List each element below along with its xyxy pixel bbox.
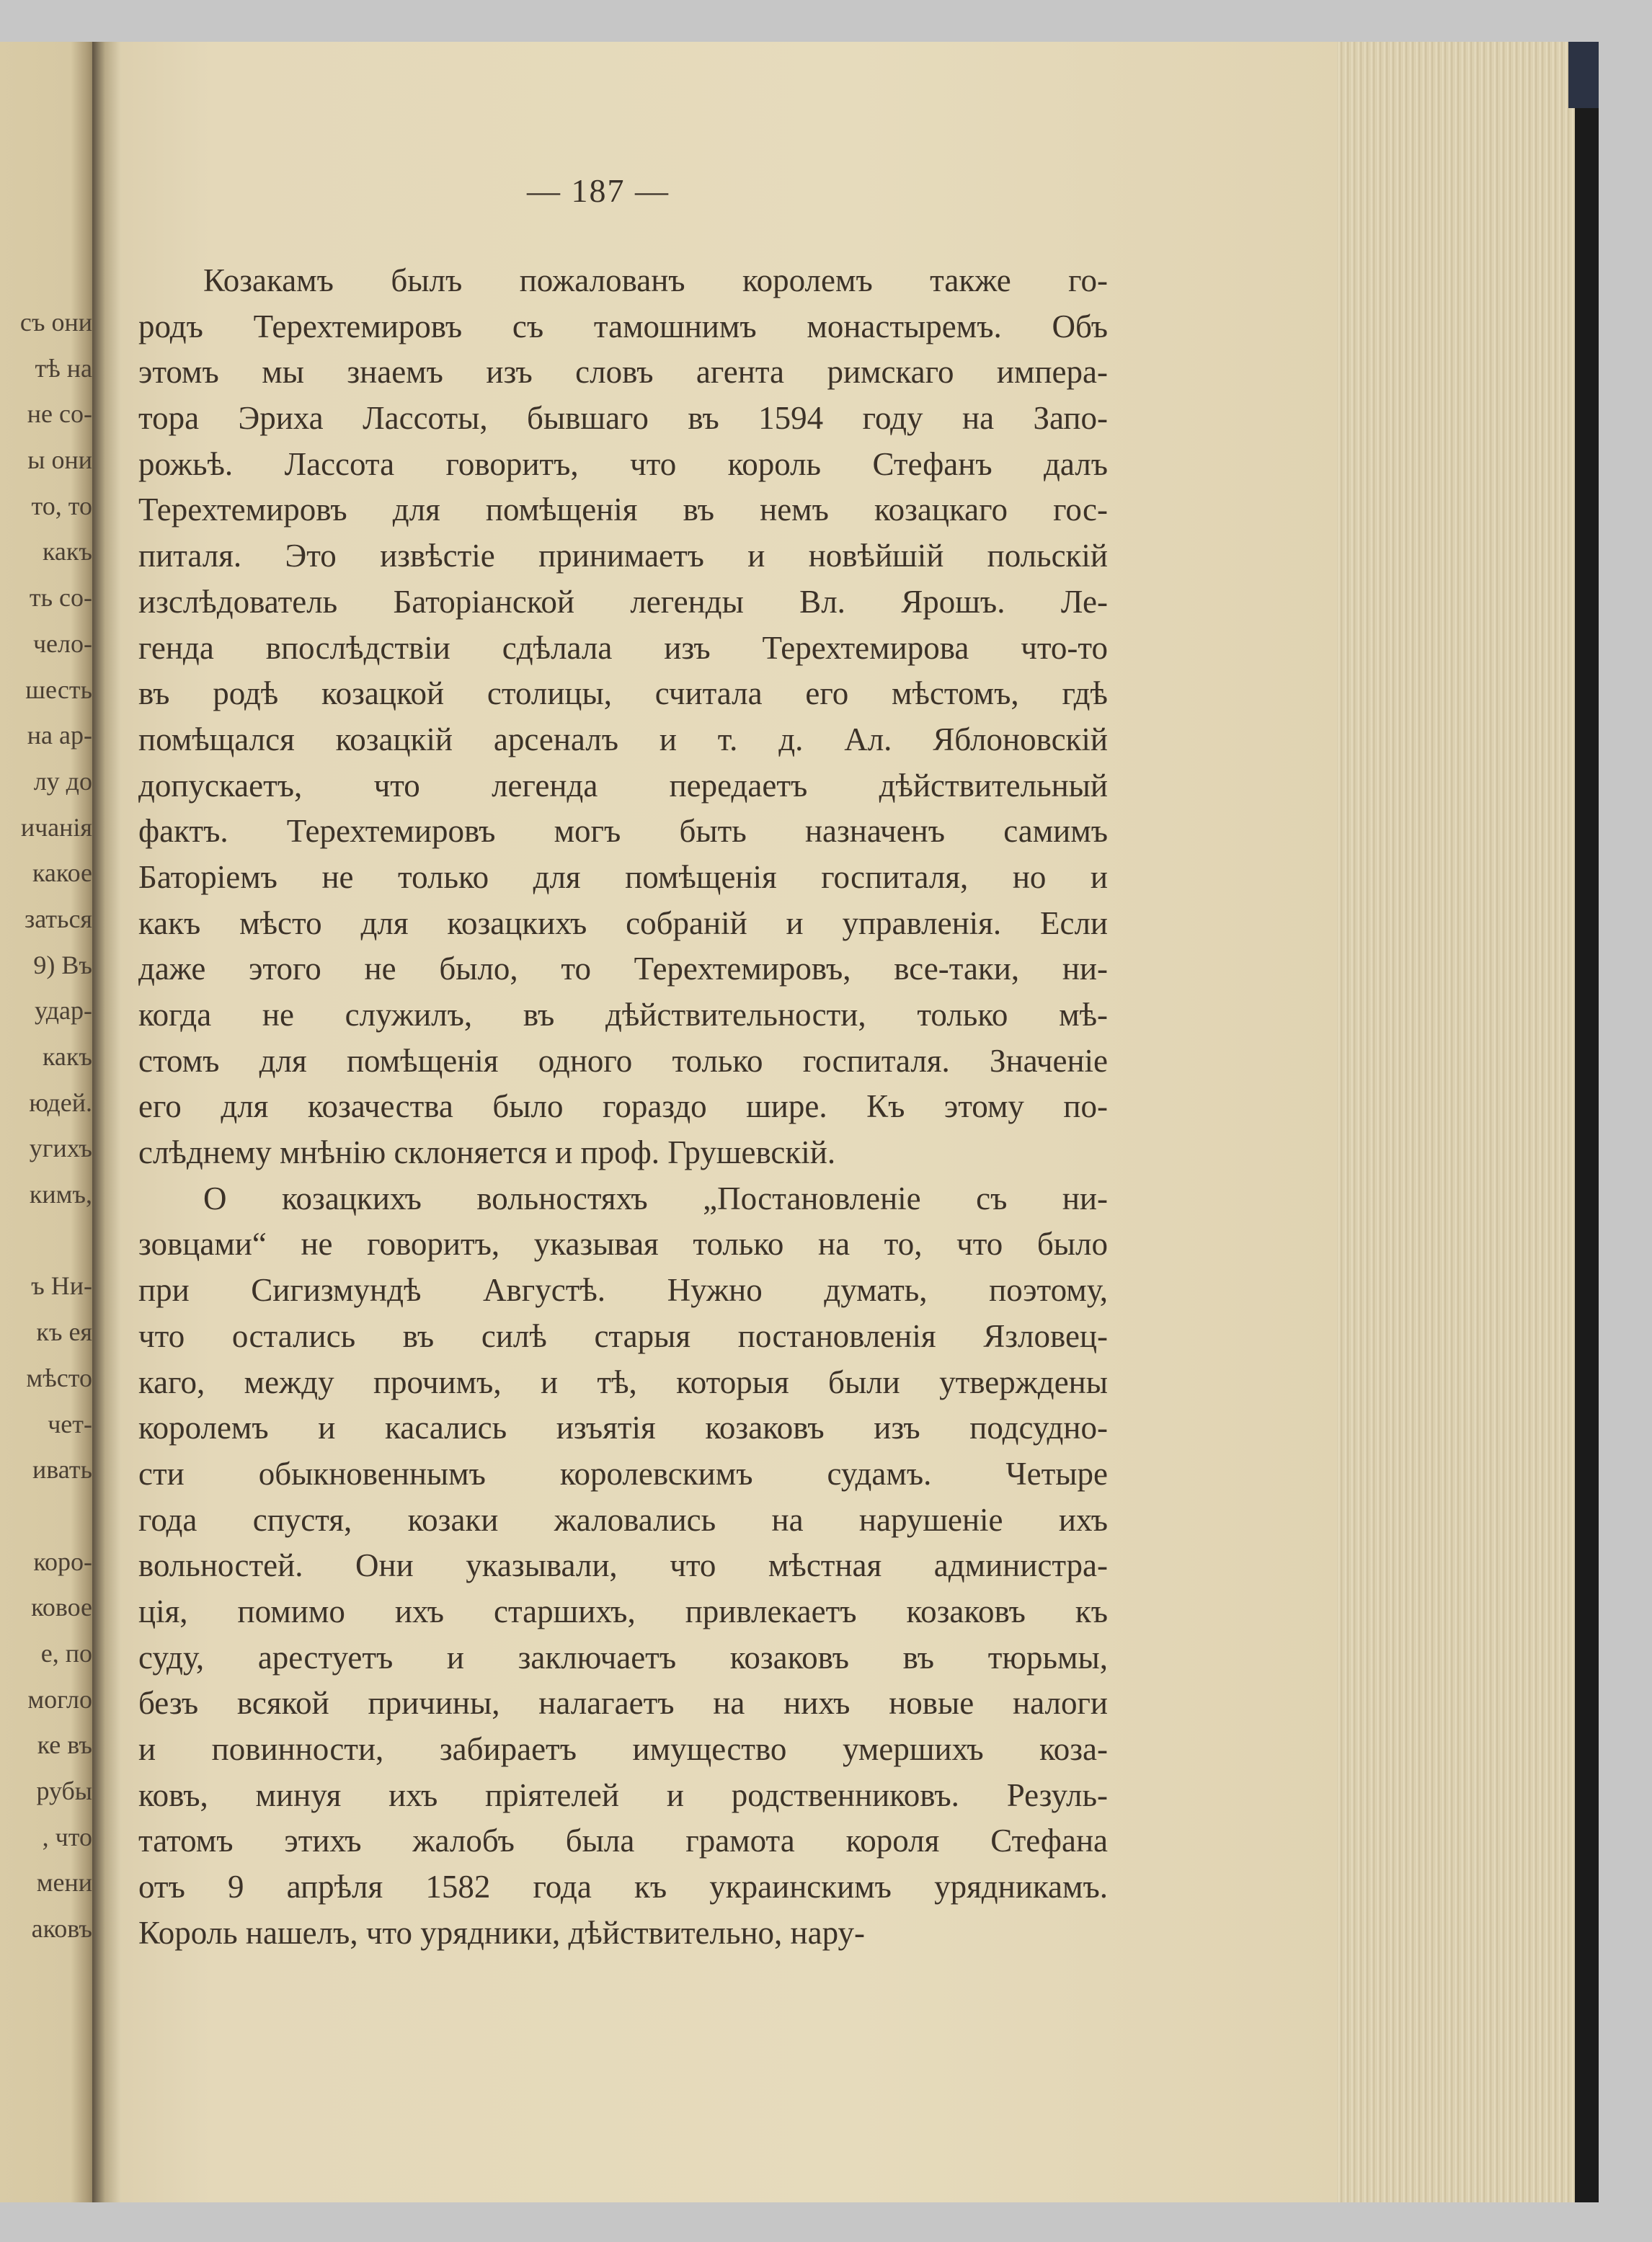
left-fragment-line: удар-	[34, 996, 92, 1026]
text-line: допускаетъ, что легенда передаетъ дѣйствительный	[138, 767, 1108, 804]
left-fragment-line: какое	[32, 858, 92, 888]
left-fragment-line: чет-	[48, 1409, 92, 1438]
left-fragment-line: 9) Въ	[33, 950, 92, 979]
text-line: отъ 9 апрѣля 1582 года къ украинскимъ урядникамъ.	[138, 1869, 1108, 1905]
left-fragment-line: заться	[25, 904, 92, 933]
left-page	[0, 42, 101, 2202]
left-fragment-line: не со-	[27, 399, 92, 429]
left-fragment-line: то, то	[31, 491, 92, 520]
left-fragment-line: коро-	[33, 1547, 92, 1576]
text-line: королемъ и касались изъятія козаковъ изъ подсудно-	[138, 1410, 1108, 1446]
text-line: татомъ этихъ жалобъ была грамота короля Стефана	[138, 1823, 1108, 1859]
text-line: фактъ. Терехтемировъ могъ быть назначенъ самимъ	[138, 813, 1108, 850]
text-line: когда не служилъ, въ дѣйствительности, только мѣ-	[138, 997, 1108, 1033]
text-line: сти обыкновеннымъ королевскимъ судамъ. Четыре	[138, 1455, 1108, 1492]
text-line: изслѣдователь Баторіанской легенды Вл. Ярошъ. Ле-	[138, 583, 1108, 620]
left-fragment-line: къ ея	[36, 1317, 92, 1347]
left-fragment-line: рубы	[36, 1776, 92, 1805]
text-line: помѣщался козацкій арсеналъ и т. д. Ал. Яблоновскій	[138, 721, 1108, 757]
left-fragment-line: ивать	[32, 1455, 92, 1485]
text-line: рожьѣ. Ласcота говоритъ, что король Стефанъ далъ	[138, 445, 1108, 482]
left-fragment-line: мѣсто	[26, 1363, 92, 1392]
text-line: ція, помимо ихъ старшихъ, привлекаетъ козаковъ къ	[138, 1593, 1108, 1629]
text-line: зовцами“ не говоритъ, указывая только на то, что было	[138, 1226, 1108, 1263]
page-number: — 187 —	[527, 172, 670, 209]
text-line: ковъ, минуя ихъ пріятелей и родственниковъ. Резуль-	[138, 1776, 1108, 1813]
book-gutter	[92, 42, 121, 2202]
text-line: Козакамъ былъ пожалованъ королемъ также го-	[203, 262, 1108, 298]
left-fragment-line: ы они	[27, 445, 92, 475]
text-line: слѣднему мнѣнію склоняется и проф. Грушевскій.	[138, 1134, 836, 1171]
text-line: въ родѣ козацкой столицы, считала его мѣстомъ, гдѣ	[138, 675, 1108, 712]
text-line: каго, между прочимъ, и тѣ, которыя были утверждены	[138, 1364, 1108, 1400]
text-line: и повинности, забираетъ имущество умершихъ коза-	[138, 1731, 1108, 1767]
left-fragment-line: на ар-	[27, 721, 92, 750]
left-fragment-line: тѣ на	[35, 353, 92, 383]
left-fragment-line: чело-	[32, 628, 92, 658]
text-line: суду, арестуетъ и заключаетъ козаковъ въ тюрьмы,	[138, 1639, 1108, 1676]
text-line: Король нашелъ, что урядники, дѣйствительно, нару-	[138, 1914, 865, 1951]
left-fragment-line: е, по	[40, 1638, 92, 1668]
text-line: стомъ для помѣщенія одного только госпиталя. Значеніе	[138, 1042, 1108, 1079]
text-line: какъ мѣсто для козацкихъ собраній и управленія. Если	[138, 904, 1108, 941]
left-fragment-line: могло	[27, 1684, 92, 1714]
text-line: его для козачества было гораздо шире. Къ этому по-	[138, 1088, 1108, 1125]
left-fragment-line: кимъ,	[29, 1180, 92, 1209]
text-line: вольностей. Они указывали, что мѣстная администра-	[138, 1547, 1108, 1584]
text-line: при Сигизмундѣ Августѣ. Нужно думать, поэтому,	[138, 1272, 1108, 1309]
left-fragment-line	[0, 1218, 92, 1264]
text-line: тора Эриха Ласcоты, бывшаго въ 1594 году на Запо-	[138, 400, 1108, 437]
left-fragment-line: какъ	[42, 537, 92, 566]
text-line: питаля. Это извѣстіе принимаетъ и новѣйшій польскій	[138, 538, 1108, 574]
left-fragment-line: , что	[42, 1822, 92, 1851]
left-fragment-line: ичанія	[20, 812, 92, 842]
left-fragment-line: ть со-	[29, 583, 92, 613]
page-body-text	[138, 258, 1108, 1956]
left-fragment-line: аковъ	[31, 1914, 92, 1944]
left-fragment-line: лу до	[33, 766, 92, 796]
text-line: О козацкихъ вольностяхъ „Постановленіе съ ни-	[203, 1180, 1108, 1216]
text-line: этомъ мы знаемъ изъ словъ агента римскаго импера-	[138, 354, 1108, 391]
page-edges	[1337, 42, 1575, 2202]
left-fragment-line: съ они	[19, 308, 92, 337]
left-fragment-line: какъ	[42, 1042, 92, 1071]
text-line: года спустя, козаки жаловались на нарушеніе ихъ	[138, 1501, 1108, 1538]
left-fragment-line	[0, 1493, 92, 1539]
left-fragment-line: шесть	[25, 675, 92, 704]
left-fragment-line: ъ Ни-	[31, 1271, 92, 1301]
book-cover-edge	[1568, 42, 1599, 108]
text-line: родъ Терехтемировъ съ тамошнимъ монастыремъ. Объ	[138, 308, 1108, 344]
left-fragment-line: угихъ	[29, 1134, 92, 1163]
text-line: даже этого не было, то Терехтемировъ, все-таки, ни-	[138, 951, 1108, 987]
text-line: Баторіемъ не только для помѣщенія госпиталя, но и	[138, 858, 1108, 895]
left-fragment-line: ковое	[31, 1593, 92, 1622]
left-page-text-fragments	[0, 300, 92, 1952]
text-line: что остались въ силѣ старыя постановленія Язловец-	[138, 1317, 1108, 1354]
text-line: Терехтемировъ для помѣщенія въ немъ козацкаго гос-	[138, 491, 1108, 528]
left-fragment-line: ке въ	[37, 1730, 92, 1760]
text-line: безъ всякой причины, налагаетъ на нихъ новые налоги	[138, 1685, 1108, 1722]
text-line: генда впослѣдствіи сдѣлала изъ Терехтемирова что-то	[138, 629, 1108, 666]
left-fragment-line: мени	[36, 1868, 92, 1898]
left-fragment-line: юдей.	[29, 1087, 92, 1117]
